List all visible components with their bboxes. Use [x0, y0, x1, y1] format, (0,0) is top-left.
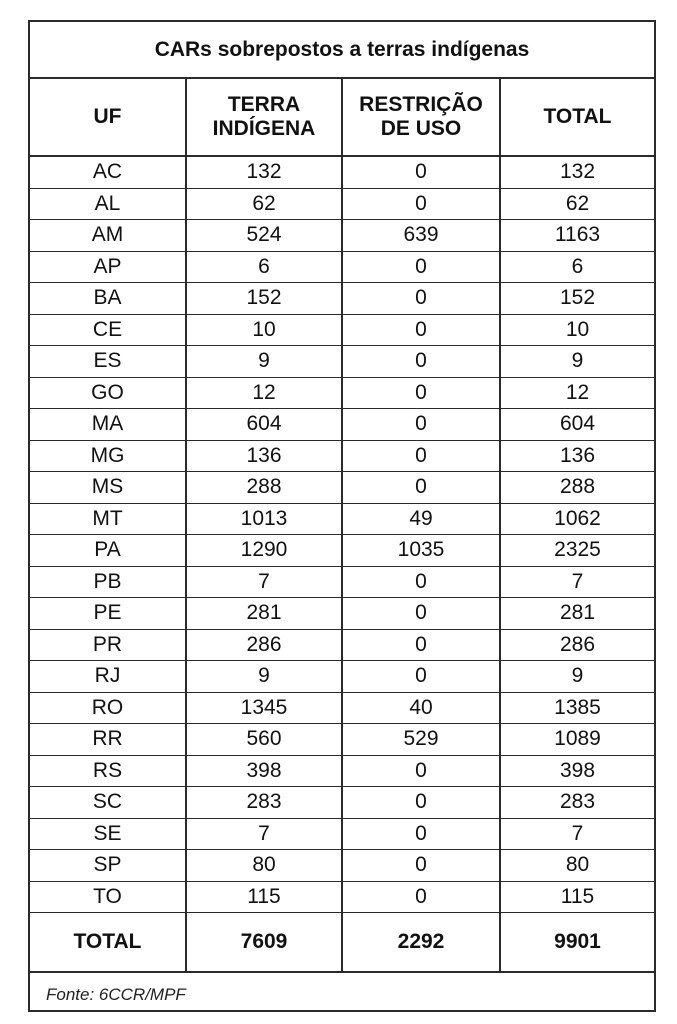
cell-uf: AC [30, 156, 186, 188]
cell-restricao-de-uso: 0 [342, 156, 500, 188]
table-row [30, 251, 654, 283]
cell-terra-indigena: 524 [186, 220, 342, 252]
cell-restricao-de-uso: 0 [342, 314, 500, 346]
header-terra-indigena [186, 78, 342, 156]
table-row [30, 472, 654, 504]
cell-restricao-de-uso: 0 [342, 409, 500, 441]
cell-total: 136 [500, 440, 654, 472]
cell-total: 6 [500, 251, 654, 283]
table-row [30, 692, 654, 724]
cell-total: 286 [500, 629, 654, 661]
cell-restricao-de-uso: 0 [342, 850, 500, 882]
cell-terra-indigena: 136 [186, 440, 342, 472]
cell-terra-indigena: 283 [186, 787, 342, 819]
table-row [30, 283, 654, 315]
cell-terra-indigena: 80 [186, 850, 342, 882]
cell-total: 9 [500, 661, 654, 693]
totals-label: TOTAL [30, 913, 186, 973]
totals-restricao-de-uso: 2292 [342, 913, 500, 973]
cell-restricao-de-uso: 0 [342, 283, 500, 315]
cell-terra-indigena: 9 [186, 346, 342, 378]
cell-uf: RJ [30, 661, 186, 693]
cell-terra-indigena: 12 [186, 377, 342, 409]
cell-uf: MT [30, 503, 186, 535]
cell-restricao-de-uso: 0 [342, 346, 500, 378]
cell-uf: MG [30, 440, 186, 472]
table-row [30, 629, 654, 661]
cell-uf: MS [30, 472, 186, 504]
cell-uf: RO [30, 692, 186, 724]
cell-terra-indigena: 132 [186, 156, 342, 188]
table-row [30, 724, 654, 756]
table-row [30, 377, 654, 409]
cell-restricao-de-uso: 0 [342, 755, 500, 787]
table-row [30, 787, 654, 819]
cell-terra-indigena: 1013 [186, 503, 342, 535]
cell-total: 9 [500, 346, 654, 378]
cell-total: 115 [500, 881, 654, 913]
cell-terra-indigena: 398 [186, 755, 342, 787]
cell-terra-indigena: 1290 [186, 535, 342, 567]
cell-total: 281 [500, 598, 654, 630]
cell-terra-indigena: 281 [186, 598, 342, 630]
cell-terra-indigena: 7 [186, 566, 342, 598]
cell-terra-indigena: 560 [186, 724, 342, 756]
cell-restricao-de-uso: 0 [342, 818, 500, 850]
cell-terra-indigena: 286 [186, 629, 342, 661]
cell-uf: AP [30, 251, 186, 283]
totals-total: 9901 [500, 913, 654, 973]
cell-restricao-de-uso: 0 [342, 787, 500, 819]
cell-uf: AM [30, 220, 186, 252]
table-row [30, 156, 654, 188]
cell-total: 1163 [500, 220, 654, 252]
header-terra-indigena-line2: INDÍGENA [212, 117, 316, 140]
table-row [30, 188, 654, 220]
cell-total: 1089 [500, 724, 654, 756]
cell-restricao-de-uso: 0 [342, 629, 500, 661]
table-row [30, 661, 654, 693]
table-row [30, 566, 654, 598]
cell-total: 1062 [500, 503, 654, 535]
cell-restricao-de-uso: 1035 [342, 535, 500, 567]
header-total: TOTAL [500, 78, 654, 156]
cell-restricao-de-uso: 0 [342, 377, 500, 409]
cell-terra-indigena: 288 [186, 472, 342, 504]
header-restricao-de-uso [342, 78, 500, 156]
totals-row [30, 913, 654, 973]
cell-terra-indigena: 7 [186, 818, 342, 850]
cell-restricao-de-uso: 0 [342, 188, 500, 220]
cell-total: 7 [500, 818, 654, 850]
table-row [30, 881, 654, 913]
cell-restricao-de-uso: 639 [342, 220, 500, 252]
table-row [30, 818, 654, 850]
cell-uf: BA [30, 283, 186, 315]
totals-terra-indigena: 7609 [186, 913, 342, 973]
source-note: Fonte: 6CCR/MPF [46, 985, 186, 1004]
cell-total: 283 [500, 787, 654, 819]
table-row [30, 850, 654, 882]
cell-uf: PE [30, 598, 186, 630]
cell-uf: CE [30, 314, 186, 346]
cell-terra-indigena: 115 [186, 881, 342, 913]
cell-restricao-de-uso: 0 [342, 440, 500, 472]
cell-total: 12 [500, 377, 654, 409]
cell-total: 10 [500, 314, 654, 346]
cell-uf: AL [30, 188, 186, 220]
cell-restricao-de-uso: 529 [342, 724, 500, 756]
cell-terra-indigena: 10 [186, 314, 342, 346]
table-title: CARs sobrepostos a terras indígenas [30, 22, 654, 78]
cell-total: 80 [500, 850, 654, 882]
cell-total: 398 [500, 755, 654, 787]
cell-terra-indigena: 62 [186, 188, 342, 220]
table-row [30, 220, 654, 252]
header-terra-indigena-line1: TERRA [227, 93, 301, 116]
cell-total: 152 [500, 283, 654, 315]
cell-total: 1385 [500, 692, 654, 724]
cell-total: 604 [500, 409, 654, 441]
cell-terra-indigena: 6 [186, 251, 342, 283]
cell-restricao-de-uso: 0 [342, 661, 500, 693]
cell-restricao-de-uso: 40 [342, 692, 500, 724]
table-row [30, 440, 654, 472]
table-row [30, 346, 654, 378]
cell-restricao-de-uso: 0 [342, 566, 500, 598]
table-row [30, 535, 654, 567]
cell-total: 62 [500, 188, 654, 220]
cell-uf: ES [30, 346, 186, 378]
cell-total: 2325 [500, 535, 654, 567]
cell-uf: MA [30, 409, 186, 441]
cell-restricao-de-uso: 0 [342, 251, 500, 283]
cell-uf: TO [30, 881, 186, 913]
cell-terra-indigena: 152 [186, 283, 342, 315]
table-row [30, 503, 654, 535]
table-row [30, 409, 654, 441]
header-restricao-line1: RESTRIÇÃO [359, 93, 483, 116]
header-row [30, 78, 654, 156]
cell-terra-indigena: 1345 [186, 692, 342, 724]
table-row [30, 314, 654, 346]
cell-uf: SP [30, 850, 186, 882]
cell-uf: SE [30, 818, 186, 850]
cell-terra-indigena: 9 [186, 661, 342, 693]
cell-total: 288 [500, 472, 654, 504]
cell-uf: RR [30, 724, 186, 756]
cell-restricao-de-uso: 49 [342, 503, 500, 535]
cell-uf: PR [30, 629, 186, 661]
cell-restricao-de-uso: 0 [342, 472, 500, 504]
data-table-frame [28, 20, 656, 1012]
cell-total: 7 [500, 566, 654, 598]
table-row [30, 598, 654, 630]
data-table [30, 22, 654, 973]
cell-uf: GO [30, 377, 186, 409]
cell-terra-indigena: 604 [186, 409, 342, 441]
cell-uf: RS [30, 755, 186, 787]
cell-restricao-de-uso: 0 [342, 598, 500, 630]
header-restricao-line2: DE USO [380, 117, 462, 140]
cell-uf: SC [30, 787, 186, 819]
table-body [30, 156, 654, 913]
cell-uf: PA [30, 535, 186, 567]
cell-uf: PB [30, 566, 186, 598]
cell-total: 132 [500, 156, 654, 188]
cell-restricao-de-uso: 0 [342, 881, 500, 913]
table-row [30, 755, 654, 787]
header-uf: UF [30, 78, 186, 156]
